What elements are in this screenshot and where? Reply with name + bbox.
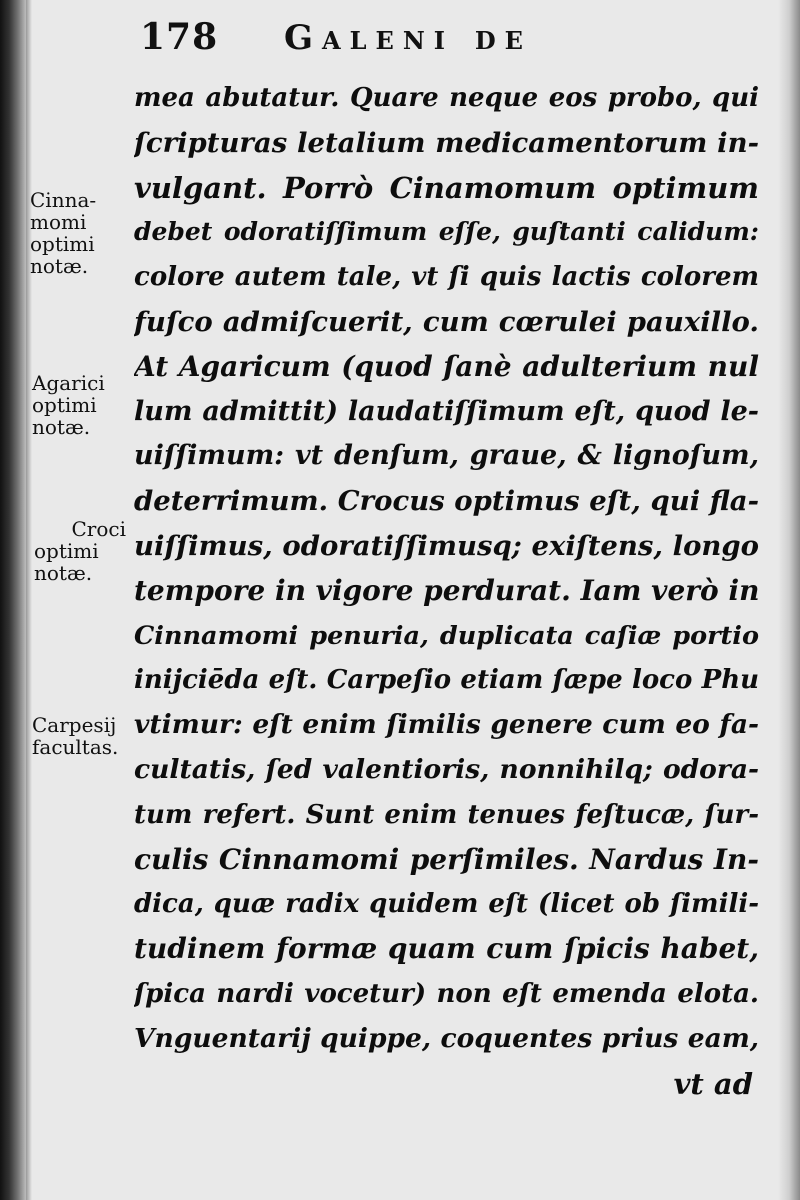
margin-note-line: notæ. bbox=[32, 415, 91, 439]
catchword: vt ad bbox=[673, 1066, 753, 1101]
text-line: At Agaricum (quod ſanè adulterium nul bbox=[134, 349, 759, 383]
text-line: culis Cinnamomi perſimiles. Nardus In- bbox=[134, 842, 759, 876]
text-line: uiſſimus, odoratiſſimusq; exiſtens, longo bbox=[134, 529, 759, 562]
page-number: 178 bbox=[140, 16, 219, 58]
margin-note-line: Cinna- bbox=[30, 188, 97, 212]
margin-note-cinnamomi bbox=[30, 189, 96, 277]
text-line: deterrimum. Crocus optimus eſt, qui fla- bbox=[134, 485, 759, 518]
margin-note-line: optimi bbox=[34, 539, 99, 563]
margin-note-carpesij bbox=[32, 714, 118, 758]
margin-note-line: Croci bbox=[71, 517, 126, 541]
running-head: Galeni de bbox=[284, 18, 532, 58]
right-edge-shadow bbox=[778, 0, 800, 1200]
book-gutter bbox=[0, 0, 26, 1200]
text-line: vulgant. Porrò Cinamomum optimum bbox=[134, 170, 759, 205]
text-line: colore autem tale, vt ſi quis lactis colorem bbox=[134, 262, 759, 293]
margin-note-agarici bbox=[32, 372, 105, 438]
text-line: tempore in vigore perdurat. Iam verò in bbox=[134, 573, 759, 607]
text-line: fuſco admiſcuerit, cum cœrulei pauxillo. bbox=[134, 305, 759, 338]
page-header bbox=[134, 14, 754, 64]
margin-note-line: notæ. bbox=[34, 561, 93, 585]
text-line: ſpica nardi vocetur) non eſt emenda elota. bbox=[134, 978, 759, 1009]
body-text bbox=[134, 76, 759, 1106]
margin-note-line: optimi bbox=[30, 232, 95, 256]
margin-note-line: momi bbox=[30, 210, 87, 234]
page-edge-shadow bbox=[26, 0, 32, 1200]
margin-note-line: Carpesij bbox=[32, 713, 117, 737]
margin-note-line: notæ. bbox=[30, 254, 89, 278]
margin-note-line: optimi bbox=[32, 393, 97, 417]
margin-note-line: Agarici bbox=[32, 371, 105, 395]
text-line: inijciēda eſt. Carpeſio etiam ſæpe loco Phu bbox=[134, 665, 759, 696]
margin-note-croci bbox=[34, 518, 126, 584]
text-line: mea abutatur. Quare neque eos probo, qui bbox=[134, 83, 759, 113]
text-line: uiſſimum: vt denſum, graue, & lignoſum, bbox=[134, 440, 759, 472]
text-line: tum refert. Sunt enim tenues feſtucæ, ſur- bbox=[134, 799, 759, 830]
text-line: cultatis, ſed valentioris, nonnihilq; odora- bbox=[134, 753, 759, 785]
text-line: Cinnamomi penuria, duplicata caſiæ portio bbox=[134, 620, 759, 651]
text-line: dica, quæ radix quidem eſt (licet ob ſimili- bbox=[134, 889, 759, 920]
text-line: ſcripturas letalium medicamentorum in- bbox=[134, 126, 759, 159]
text-line: vtimur: eſt enim ſimilis genere cum eo fa- bbox=[134, 709, 759, 741]
margin-note-line: facultas. bbox=[32, 735, 119, 759]
text-line: Vnguentarij quippe, coquentes prius eam, bbox=[134, 1022, 759, 1054]
text-line: tudinem formæ quam cum ſpicis habet, bbox=[134, 932, 759, 966]
text-line: lum admittit) laudatiſſimum eſt, quod le- bbox=[134, 395, 759, 427]
text-line: debet odoratiſſimum eſſe, guſtanti calidum: bbox=[134, 217, 759, 247]
